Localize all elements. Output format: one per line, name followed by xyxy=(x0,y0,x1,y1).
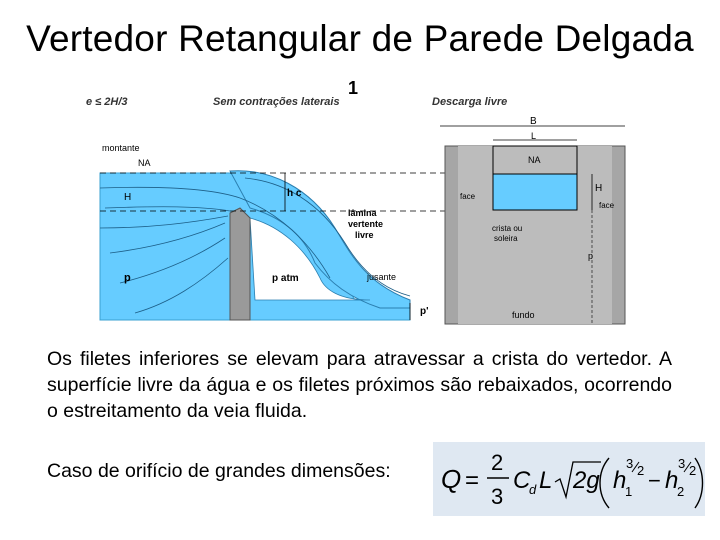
formula-h2: h xyxy=(665,467,679,494)
formula-2g: 2g xyxy=(573,467,600,494)
right-top-label: Descarga livre xyxy=(432,96,508,108)
face-right-label: face xyxy=(599,201,615,210)
formula-Q: Q xyxy=(441,464,462,494)
formula-L: L xyxy=(539,467,553,494)
formula-exp-den-2: 2 xyxy=(689,463,697,478)
figure-number: 1 xyxy=(348,78,359,98)
formula-exp-num-2: 3 xyxy=(678,456,686,471)
p-right-label: p xyxy=(588,251,594,261)
patm-label: p atm xyxy=(272,273,299,284)
left-top-label: e ≤ 2H/3 xyxy=(86,96,128,108)
formula-exp-den-1: 2 xyxy=(637,463,645,478)
L-label: L xyxy=(531,131,537,141)
formula-d: d xyxy=(529,482,537,497)
formula-sub1: 1 xyxy=(625,484,633,499)
left-paren xyxy=(600,458,609,508)
p-prime-label: p' xyxy=(420,306,429,317)
h-right-label: H xyxy=(595,183,603,194)
lamina-label-2: vertente xyxy=(348,219,384,229)
crista-label-2: soleira xyxy=(494,234,518,243)
lamina-label-1: lâmina xyxy=(348,208,377,218)
h-left-label: H xyxy=(124,192,132,203)
montante-label: montante xyxy=(102,143,140,153)
explanation-paragraph xyxy=(47,346,672,424)
formula-h1: h xyxy=(613,467,627,494)
p-left-label: p xyxy=(124,272,131,284)
jusante-label: jusante xyxy=(367,272,397,282)
formula-Cd: C xyxy=(513,467,531,494)
explanation-text: Os filetes inferiores se elevam para atravessar a crista do vertedor. A superfície livre da água e os filetes próximos são rebaixados, ocorrendo o estreitamento da veia fluida. xyxy=(47,348,672,422)
discharge-formula xyxy=(433,442,705,516)
fundo-label: fundo xyxy=(512,310,535,320)
na-left-label: NA xyxy=(138,158,151,168)
weir-diagram xyxy=(80,78,640,328)
caso-label: Caso de orifício de grandes dimensões: xyxy=(47,460,391,482)
weir-plate xyxy=(230,208,250,320)
channel-inner xyxy=(458,146,612,324)
center-top-label: Sem contrações laterais xyxy=(213,96,340,108)
lamina-label-3: livre xyxy=(355,230,374,240)
formula-minus: − xyxy=(648,468,661,493)
notch-water xyxy=(493,174,577,210)
B-label: B xyxy=(530,116,537,127)
face-left-label: face xyxy=(460,192,476,201)
formula-exp-num-1: 3 xyxy=(626,456,634,471)
formula-box xyxy=(433,442,705,516)
page-title: Vertedor Retangular de Parede Delgada xyxy=(26,18,694,59)
na-right-label: NA xyxy=(528,155,541,165)
formula-den: 3 xyxy=(491,484,504,509)
formula-num: 2 xyxy=(491,450,504,475)
formula-eq: = xyxy=(465,467,480,494)
crista-label-1: crista ou xyxy=(492,224,523,233)
hc-label: h c xyxy=(287,188,302,199)
formula-sub2: 2 xyxy=(677,484,685,499)
